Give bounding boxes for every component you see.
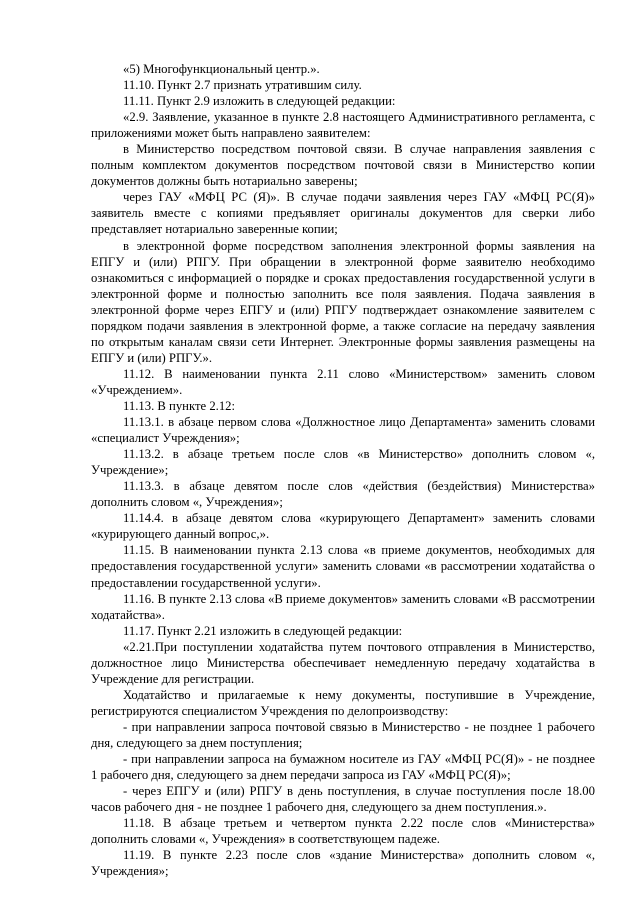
paragraph: - через ЕПГУ и (или) РПГУ в день поступления, в случае поступления после 18.00 часов рабочего дня - не позднее 1 рабочего дня, следующего за днем поступления.». [91,784,595,815]
paragraph: - при направлении запроса на бумажном носителе из ГАУ «МФЦ РС(Я)» - не позднее 1 рабочего дня, следующего за днем передачи запроса из ГАУ «МФЦ РС(Я)»; [91,752,595,783]
paragraph: 11.16. В пункте 2.13 слова «В приеме документов» заменить словами «В рассмотрении ходатайства». [91,591,595,622]
paragraph: 11.13.1. в абзаце первом слова «Должностное лицо Департамента» заменить словами «специалист Учреждения»; [91,415,595,446]
paragraph: 11.12. В наименовании пункта 2.11 слово «Министерством» заменить словом «Учреждением». [91,366,595,397]
document-page [91,61,595,879]
paragraph: - при направлении запроса почтовой связью в Министерство - не позднее 1 рабочего дня, следующего за днем поступления; [91,719,595,750]
paragraph: 11.18. В абзаце третьем и четвертом пункта 2.22 после слов «Министерства» дополнить словами «, Учреждения» в соответствующем падеже. [91,816,595,847]
paragraph: 11.10. Пункт 2.7 признать утратившим силу. [123,78,362,93]
paragraph: в электронной форме посредством заполнения электронной формы заявления на ЕПГУ и (или) РПГУ. При обращении в электронной форме заявителю необходимо ознакомиться с информацией о порядке и сроках предоставления государственной услуги в электронной форме и полностью заполнить все поля заявления. Подача заявления в электронной форме через ЕПГУ и (или) РПГУ подтверждает ознакомление заявителем с порядком подачи заявления в электронной форме, а также согласие на передачу заявления по открытым каналам связи сети Интернет. Электронные формы заявления размещены на ЕПГУ и (или) РПГУ.». [91,238,595,365]
paragraph: Ходатайство и прилагаемые к нему документы, поступившие в Учреждение, регистрируются специалистом Учреждения по делопроизводству: [91,687,595,718]
paragraph: 11.19. В пункте 2.23 после слов «здание Министерства» дополнить словом «, Учреждения»; [91,848,595,879]
paragraph: «5) Многофункциональный центр.». [123,62,320,76]
paragraph: 11.13.2. в абзаце третьем после слов «в Министерство» дополнить словом «, Учреждение»; [91,447,595,478]
paragraph: 11.14.4. в абзаце девятом слова «курирующего Департамент» заменить словами «курирующего данный вопрос,». [91,511,595,542]
paragraph: «2.21.При поступлении ходатайства путем почтового отправления в Министерство, должностное лицо Министерства обеспечивает немедленную передачу ходатайства в Учреждение для регистрации. [91,639,595,686]
paragraph: 11.13. В пункте 2.12: [123,398,236,413]
paragraph: через ГАУ «МФЦ РС (Я)». В случае подачи заявления через ГАУ «МФЦ РС(Я)» заявитель вместе с копиями предъявляет оригиналы документов для сверки либо представляет нотариально заверенные копии; [91,190,595,237]
paragraph: 11.15. В наименовании пункта 2.13 слова «в приеме документов, необходимых для предоставления государственной услуги» заменить словами «в рассмотрении ходатайства о предоставлении государственной услуги». [91,543,595,590]
paragraph: «2.9. Заявление, указанное в пункте 2.8 настоящего Административного регламента, с приложениями может быть направлено заявителем: [91,110,595,141]
paragraph: в Министерство посредством почтовой связи. В случае направления заявления с полным комплектом документов посредством почтовой связи в Министерство копии документов должны быть нотариально заверены; [91,142,595,189]
paragraph: 11.11. Пункт 2.9 изложить в следующей редакции: [123,94,396,109]
paragraph: 11.17. Пункт 2.21 изложить в следующей редакции: [123,623,403,638]
paragraph: 11.13.3. в абзаце девятом после слов «действия (бездействия) Министерства» дополнить словом «, Учреждения»; [91,479,595,510]
